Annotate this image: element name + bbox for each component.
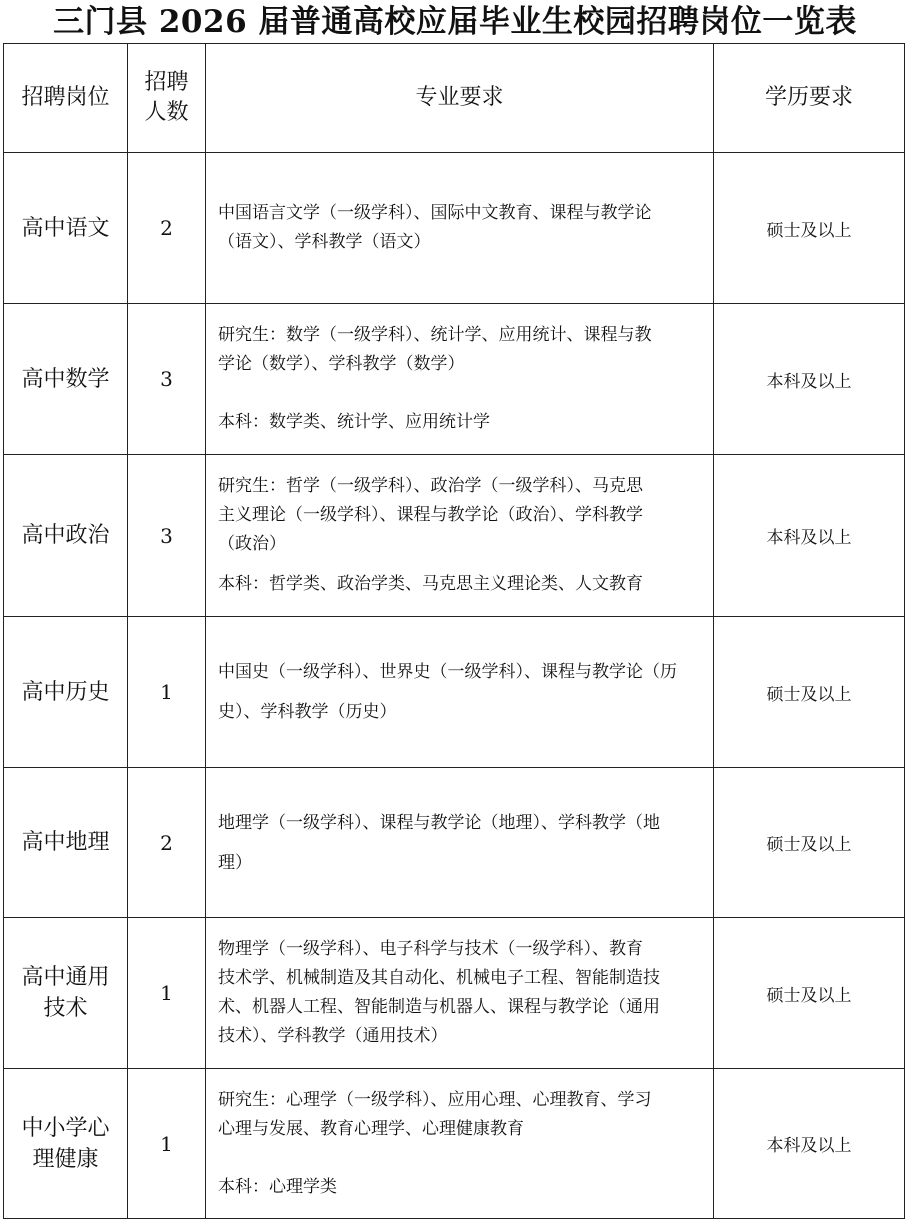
undergrad-line: 本科：数学类、统计学、应用统计学 [218,412,490,432]
table-row [4,455,905,617]
header-count-line1: 招聘 [144,70,189,95]
position-cell: 高中地理 [4,768,128,918]
major-cell [206,304,714,455]
major-line: 物理学（一级学科）、电子科学与技术（一级学科）、教育 [218,939,643,959]
major-line: 中国语言文学（一级学科）、国际中文教育、课程与教学论 [218,203,652,223]
education-cell: 本科及以上 [714,1069,905,1219]
count-cell: 1 [128,617,206,768]
count-cell: 1 [128,1069,206,1219]
major-cell [206,918,714,1069]
count-cell: 1 [128,918,206,1069]
major-cell [206,617,714,768]
education-cell: 硕士及以上 [714,617,905,768]
education-cell: 本科及以上 [714,455,905,617]
header-major: 专业要求 [206,44,714,153]
major-line: 技术）、学科教学（通用技术） [218,1026,448,1046]
position-line: 中小学心 [21,1115,110,1141]
position-cell [4,1069,128,1219]
major-cell [206,768,714,918]
undergrad-line: 本科：哲学类、政治学类、马克思主义理论类、人文教育 [218,574,643,594]
major-line: 研究生：心理学（一级学科）、应用心理、心理教育、学习 [218,1089,652,1110]
major-cell [206,455,714,617]
position-cell: 高中政治 [4,455,128,617]
major-line: 术、机器人工程、智能制造与机器人、课程与教学论（通用 [218,997,660,1017]
major-line: 研究生：哲学（一级学科）、政治学（一级学科）、马克思 [218,476,643,496]
table-row [4,768,905,918]
major-cell [206,1069,714,1219]
count-cell: 3 [128,455,206,617]
table-row [4,617,905,768]
education-cell: 硕士及以上 [714,768,905,918]
major-cell [206,153,714,304]
undergrad-line: 本科：心理学类 [218,1176,337,1197]
count-cell: 2 [128,768,206,918]
education-cell: 硕士及以上 [714,153,905,304]
table-row [4,153,905,304]
major-line: （政治） [218,534,286,554]
position-cell: 高中语文 [4,153,128,304]
major-line: 学论（数学）、学科教学（数学） [218,354,465,374]
position-cell [4,918,128,1069]
education-cell: 硕士及以上 [714,918,905,1069]
major-line: 史）、学科教学（历史） [218,702,397,722]
positions-table [3,43,905,1219]
count-cell: 2 [128,153,206,304]
position-cell: 高中历史 [4,617,128,768]
position-line: 高中通用 [21,965,110,990]
header-education: 学历要求 [714,44,905,153]
major-line: 心理与发展、教育心理学、心理健康教育 [218,1118,524,1139]
table-header-row [4,44,905,153]
table-row [4,918,905,1069]
major-line: 地理学（一级学科）、课程与教学论（地理）、学科教学（地 [218,812,660,833]
count-cell: 3 [128,304,206,455]
position-line: 理健康 [32,1146,99,1172]
major-line: 研究生：数学（一级学科）、统计学、应用统计、课程与教 [218,325,652,345]
major-line: 中国史（一级学科）、世界史（一级学科）、课程与教学论（历 [218,662,677,682]
major-line: （语文）、学科教学（语文） [218,232,431,252]
header-count [128,44,206,153]
position-cell: 高中数学 [4,304,128,455]
major-line: 技术学、机械制造及其自动化、机械电子工程、智能制造技 [218,968,660,988]
education-cell: 本科及以上 [714,304,905,455]
table-row [4,1069,905,1219]
header-count-line2: 人数 [144,100,189,125]
position-line: 技术 [43,996,88,1021]
header-position: 招聘岗位 [4,44,128,153]
major-line: 理） [218,852,252,873]
table-row [4,304,905,455]
page-title: 三门县 2026 届普通高校应届毕业生校园招聘岗位一览表 [53,4,857,40]
major-line: 主义理论（一级学科）、课程与教学论（政治）、学科教学 [218,505,643,525]
